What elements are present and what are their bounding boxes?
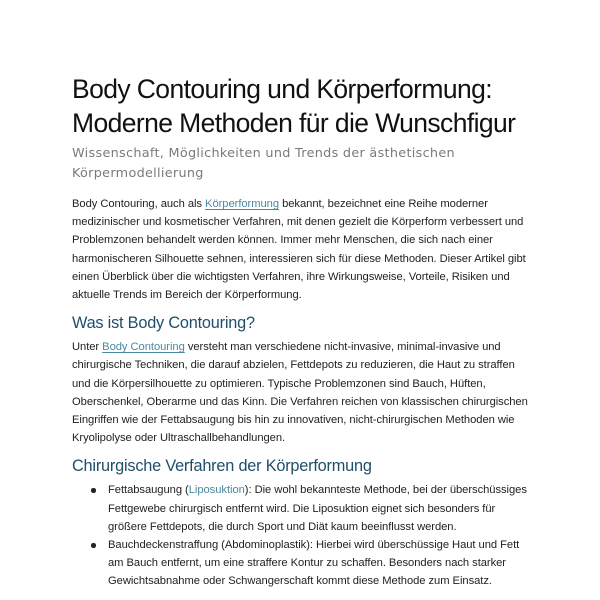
bullet-text-start: Fettabsaugung ( <box>108 484 189 497</box>
link-koerperformung[interactable]: Körperformung <box>205 198 280 210</box>
intro-text-end: bekannt, bezeichnet eine Reihe moderner medizinischer und kosmetischer Verfahren, mit denen gezielt die Körperform verbessert und Problemzonen behandelt werden können. Immer mehr Menschen, die sich nach einer harmonischeren Silhouette sehnen, interessieren sich für diese Methoden. Dieser Artikel gibt einen Überblick über die wichtigsten Verfahren, ihre Wirkungsweise, Vorteile, Risiken und aktuelle Trends im Bereich der Körperformung. <box>72 198 526 302</box>
link-body-contouring[interactable]: Body Contouring <box>102 341 185 354</box>
intro-text-start: Body Contouring, auch als <box>72 198 206 210</box>
section-heading-chirurgische: Chirurgische Verfahren der Körperformung <box>72 457 372 476</box>
bullet-icon <box>91 543 96 548</box>
intro-paragraph <box>72 195 530 304</box>
bullet-icon <box>91 488 96 493</box>
list-item <box>72 536 530 591</box>
para-text-end: versteht man verschiedene nicht-invasive, minimal-invasive und chirurgische Techniken, die darauf abzielen, Fettdepots zu reduzieren, die Haut zu straffen und die Körpersilhouette zu optimieren. Typische Problemzonen sind Bauch, Hüften, Oberschenkel, Oberarme und das Kinn. Die Verfahren reichen von klassischen chirurgischen Eingriffen wie der Fettabsaugung bis hin zu innovativen, nicht-chirurgischen Methoden wie Kryolipolyse oder Ultraschallbehandlungen. <box>72 341 528 445</box>
section-heading-was-ist: Was ist Body Contouring? <box>72 314 255 333</box>
article <box>72 72 530 591</box>
title-line-1: Body Contouring und Körperformung: <box>72 74 493 104</box>
para-text-start: Unter <box>72 341 103 354</box>
article-subtitle: Wissenschaft, Möglichkeiten und Trends der ästhetischen Körpermodellierung <box>72 146 455 181</box>
title-line-2: Moderne Methoden für die Wunschfigur <box>72 108 516 138</box>
surgical-methods-list <box>72 481 530 590</box>
list-item <box>72 481 530 536</box>
bullet-text-end: ): Die wohl bekannteste Methode, bei der überschüssiges Fettgewebe chirurgisch entfernt wird. Die Liposuktion eignet sich besonders für größere Fettdepots, die durch Sport und Diät kaum beeinflusst werden. <box>108 484 527 533</box>
bullet-text: Bauchdeckenstraffung (Abdominoplastik): Hierbei wird überschüssige Haut und Fett am Bauch entfernt, um eine straffere Kontur zu schaffen. Besonders nach starker Gewichtsabnahme oder Schwangerschaft kommt diese Methode zum Einsatz. <box>108 539 520 588</box>
link-liposuktion[interactable]: Liposuktion <box>188 484 245 497</box>
section-paragraph-was-ist <box>72 338 530 447</box>
article-title <box>72 72 530 140</box>
